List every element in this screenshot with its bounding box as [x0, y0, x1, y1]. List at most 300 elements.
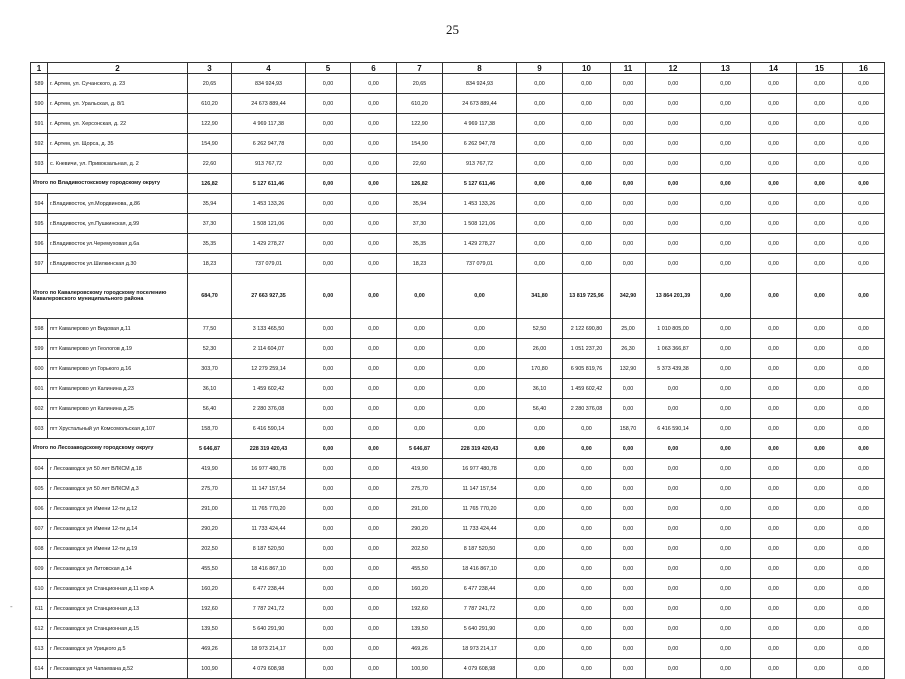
value-cell-col-8: 1 453 133,26	[443, 194, 517, 214]
table-row	[31, 379, 885, 399]
value-cell-col-16: 0,00	[843, 659, 885, 679]
value-cell-col-10: 0,00	[563, 559, 611, 579]
value-cell-col-9: 0,00	[517, 659, 563, 679]
value-cell-col-6: 0,00	[351, 359, 397, 379]
value-cell-col-14: 0,00	[751, 114, 797, 134]
value-cell-col-8: 228 319 420,43	[443, 439, 517, 459]
value-cell-col-13: 0,00	[701, 379, 751, 399]
value-cell-col-3: 18,23	[188, 254, 232, 274]
total-label: Итого по Владивостокскому городскому округу	[31, 174, 188, 194]
value-cell-col-3: 139,50	[188, 619, 232, 639]
value-cell-col-16: 0,00	[843, 539, 885, 559]
value-cell-col-13: 0,00	[701, 114, 751, 134]
value-cell-col-11: 0,00	[611, 479, 646, 499]
value-cell-col-10: 0,00	[563, 194, 611, 214]
value-cell-col-14: 0,00	[751, 539, 797, 559]
value-cell-col-12: 0,00	[646, 154, 701, 174]
value-cell-col-5: 0,00	[306, 274, 351, 319]
value-cell-col-3: 469,26	[188, 639, 232, 659]
value-cell-col-11: 25,00	[611, 319, 646, 339]
value-cell-col-9: 0,00	[517, 254, 563, 274]
value-cell-col-3: 35,94	[188, 194, 232, 214]
value-cell-col-7: 455,50	[397, 559, 443, 579]
row-number: 614	[31, 659, 48, 679]
value-cell-col-14: 0,00	[751, 519, 797, 539]
value-cell-col-6: 0,00	[351, 619, 397, 639]
value-cell-col-13: 0,00	[701, 579, 751, 599]
header-row	[31, 63, 885, 74]
value-cell-col-6: 0,00	[351, 234, 397, 254]
value-cell-col-13: 0,00	[701, 194, 751, 214]
value-cell-col-6: 0,00	[351, 659, 397, 679]
value-cell-col-7: 100,90	[397, 659, 443, 679]
value-cell-col-15: 0,00	[797, 74, 843, 94]
value-cell-col-9: 52,50	[517, 319, 563, 339]
value-cell-col-13: 0,00	[701, 639, 751, 659]
value-cell-col-10: 1 051 237,20	[563, 339, 611, 359]
value-cell-col-8: 6 477 238,44	[443, 579, 517, 599]
value-cell-col-13: 0,00	[701, 134, 751, 154]
value-cell-col-6: 0,00	[351, 579, 397, 599]
value-cell-col-10: 0,00	[563, 419, 611, 439]
column-header-4: 4	[232, 63, 306, 74]
value-cell-col-13: 0,00	[701, 234, 751, 254]
column-header-3: 3	[188, 63, 232, 74]
column-header-12: 12	[646, 63, 701, 74]
value-cell-col-7: 610,20	[397, 94, 443, 114]
value-cell-col-6: 0,00	[351, 519, 397, 539]
value-cell-col-12: 0,00	[646, 639, 701, 659]
value-cell-col-15: 0,00	[797, 399, 843, 419]
value-cell-col-7: 0,00	[397, 359, 443, 379]
table-row	[31, 234, 885, 254]
value-cell-col-7: 0,00	[397, 274, 443, 319]
value-cell-col-9: 0,00	[517, 94, 563, 114]
value-cell-col-6: 0,00	[351, 319, 397, 339]
value-cell-col-14: 0,00	[751, 399, 797, 419]
value-cell-col-12: 5 373 439,38	[646, 359, 701, 379]
value-cell-col-7: 122,90	[397, 114, 443, 134]
value-cell-col-13: 0,00	[701, 619, 751, 639]
value-cell-col-4: 1 453 133,26	[232, 194, 306, 214]
value-cell-col-11: 0,00	[611, 439, 646, 459]
value-cell-col-9: 0,00	[517, 639, 563, 659]
address-cell: пгт Кавалерово ул Геологов д.19	[48, 339, 188, 359]
row-number: 592	[31, 134, 48, 154]
value-cell-col-10: 0,00	[563, 519, 611, 539]
value-cell-col-14: 0,00	[751, 659, 797, 679]
value-cell-col-6: 0,00	[351, 339, 397, 359]
row-number: 593	[31, 154, 48, 174]
value-cell-col-9: 0,00	[517, 599, 563, 619]
value-cell-col-7: 0,00	[397, 339, 443, 359]
value-cell-col-5: 0,00	[306, 459, 351, 479]
address-cell: пгт Кавалерово ул Видовая д.11	[48, 319, 188, 339]
value-cell-col-14: 0,00	[751, 599, 797, 619]
value-cell-col-3: 684,70	[188, 274, 232, 319]
value-cell-col-8: 0,00	[443, 379, 517, 399]
value-cell-col-12: 6 416 590,14	[646, 419, 701, 439]
value-cell-col-15: 0,00	[797, 154, 843, 174]
value-cell-col-4: 18 416 867,10	[232, 559, 306, 579]
value-cell-col-8: 5 640 291,90	[443, 619, 517, 639]
value-cell-col-11: 0,00	[611, 559, 646, 579]
value-cell-col-12: 0,00	[646, 519, 701, 539]
value-cell-col-7: 192,60	[397, 599, 443, 619]
value-cell-col-4: 2 280 376,08	[232, 399, 306, 419]
value-cell-col-5: 0,00	[306, 214, 351, 234]
value-cell-col-11: 0,00	[611, 174, 646, 194]
value-cell-col-10: 0,00	[563, 439, 611, 459]
value-cell-col-6: 0,00	[351, 214, 397, 234]
value-cell-col-8: 0,00	[443, 274, 517, 319]
column-header-14: 14	[751, 63, 797, 74]
value-cell-col-14: 0,00	[751, 134, 797, 154]
row-number: 613	[31, 639, 48, 659]
value-cell-col-16: 0,00	[843, 94, 885, 114]
address-cell: г.Владивосток ул.Черемуховая д.6а	[48, 234, 188, 254]
value-cell-col-15: 0,00	[797, 254, 843, 274]
value-cell-col-11: 132,90	[611, 359, 646, 379]
value-cell-col-5: 0,00	[306, 419, 351, 439]
value-cell-col-13: 0,00	[701, 214, 751, 234]
value-cell-col-14: 0,00	[751, 459, 797, 479]
value-cell-col-5: 0,00	[306, 134, 351, 154]
value-cell-col-15: 0,00	[797, 479, 843, 499]
value-cell-col-15: 0,00	[797, 339, 843, 359]
total-label: Итого по Лесозаводскому городскому округу	[31, 439, 188, 459]
value-cell-col-13: 0,00	[701, 459, 751, 479]
column-header-11: 11	[611, 63, 646, 74]
value-cell-col-15: 0,00	[797, 659, 843, 679]
address-cell: г Лесозаводск ул Литовская д.14	[48, 559, 188, 579]
value-cell-col-13: 0,00	[701, 599, 751, 619]
value-cell-col-8: 16 977 480,78	[443, 459, 517, 479]
value-cell-col-3: 52,30	[188, 339, 232, 359]
value-cell-col-14: 0,00	[751, 419, 797, 439]
address-cell: г Лесозаводск ул Чапаевана д.52	[48, 659, 188, 679]
value-cell-col-7: 0,00	[397, 379, 443, 399]
value-cell-col-9: 0,00	[517, 579, 563, 599]
value-cell-col-16: 0,00	[843, 194, 885, 214]
value-cell-col-6: 0,00	[351, 539, 397, 559]
value-cell-col-5: 0,00	[306, 94, 351, 114]
address-cell: г.Владивосток, ул.Мордвинова, д.86	[48, 194, 188, 214]
value-cell-col-8: 7 787 241,72	[443, 599, 517, 619]
value-cell-col-8: 834 924,93	[443, 74, 517, 94]
value-cell-col-7: 154,90	[397, 134, 443, 154]
value-cell-col-5: 0,00	[306, 659, 351, 679]
value-cell-col-9: 0,00	[517, 174, 563, 194]
value-cell-col-8: 0,00	[443, 419, 517, 439]
row-number: 611	[31, 599, 48, 619]
value-cell-col-15: 0,00	[797, 194, 843, 214]
address-cell: г. Артем, ул. Сучанского, д. 23	[48, 74, 188, 94]
table-row	[31, 619, 885, 639]
table-row	[31, 639, 885, 659]
value-cell-col-4: 6 477 238,44	[232, 579, 306, 599]
value-cell-col-10: 0,00	[563, 134, 611, 154]
value-cell-col-9: 56,40	[517, 399, 563, 419]
value-cell-col-9: 0,00	[517, 619, 563, 639]
value-cell-col-4: 16 977 480,78	[232, 459, 306, 479]
value-cell-col-11: 0,00	[611, 499, 646, 519]
address-cell: г Лесозаводск ул Станционная д.15	[48, 619, 188, 639]
value-cell-col-16: 0,00	[843, 599, 885, 619]
value-cell-col-8: 4 969 117,38	[443, 114, 517, 134]
value-cell-col-8: 0,00	[443, 339, 517, 359]
value-cell-col-13: 0,00	[701, 539, 751, 559]
value-cell-col-10: 0,00	[563, 499, 611, 519]
row-number: 607	[31, 519, 48, 539]
value-cell-col-14: 0,00	[751, 74, 797, 94]
address-cell: г.Владивосток ул.Шилкинская д.30	[48, 254, 188, 274]
value-cell-col-12: 0,00	[646, 659, 701, 679]
table-row	[31, 459, 885, 479]
value-cell-col-12: 0,00	[646, 599, 701, 619]
value-cell-col-8: 0,00	[443, 359, 517, 379]
value-cell-col-16: 0,00	[843, 319, 885, 339]
value-cell-col-3: 35,35	[188, 234, 232, 254]
table-row	[31, 319, 885, 339]
value-cell-col-11: 0,00	[611, 254, 646, 274]
total-label: Итого по Кавалеровскому городскому поселению Кавалеровского муниципального района	[31, 274, 188, 319]
value-cell-col-10: 0,00	[563, 234, 611, 254]
value-cell-col-7: 35,35	[397, 234, 443, 254]
row-number: 602	[31, 399, 48, 419]
row-number: 599	[31, 339, 48, 359]
value-cell-col-14: 0,00	[751, 194, 797, 214]
value-cell-col-6: 0,00	[351, 379, 397, 399]
value-cell-col-9: 0,00	[517, 154, 563, 174]
table-row	[31, 339, 885, 359]
value-cell-col-10: 0,00	[563, 479, 611, 499]
row-number: 590	[31, 94, 48, 114]
value-cell-col-3: 419,90	[188, 459, 232, 479]
value-cell-col-9: 0,00	[517, 74, 563, 94]
value-cell-col-16: 0,00	[843, 519, 885, 539]
column-header-1: 1	[31, 63, 48, 74]
column-header-6: 6	[351, 63, 397, 74]
value-cell-col-6: 0,00	[351, 639, 397, 659]
value-cell-col-3: 291,00	[188, 499, 232, 519]
value-cell-col-4: 4 079 608,98	[232, 659, 306, 679]
value-cell-col-16: 0,00	[843, 339, 885, 359]
value-cell-col-9: 0,00	[517, 519, 563, 539]
value-cell-col-3: 610,20	[188, 94, 232, 114]
address-cell: г Лесозаводск ул Станционная д.11 кор А	[48, 579, 188, 599]
value-cell-col-5: 0,00	[306, 359, 351, 379]
value-cell-col-15: 0,00	[797, 379, 843, 399]
value-cell-col-12: 0,00	[646, 479, 701, 499]
value-cell-col-12: 0,00	[646, 619, 701, 639]
value-cell-col-15: 0,00	[797, 234, 843, 254]
value-cell-col-7: 469,26	[397, 639, 443, 659]
value-cell-col-15: 0,00	[797, 499, 843, 519]
value-cell-col-4: 6 262 947,78	[232, 134, 306, 154]
value-cell-col-6: 0,00	[351, 194, 397, 214]
value-cell-col-3: 20,65	[188, 74, 232, 94]
value-cell-col-6: 0,00	[351, 599, 397, 619]
value-cell-col-13: 0,00	[701, 419, 751, 439]
table-row	[31, 499, 885, 519]
value-cell-col-15: 0,00	[797, 174, 843, 194]
value-cell-col-8: 11 765 770,20	[443, 499, 517, 519]
value-cell-col-15: 0,00	[797, 539, 843, 559]
value-cell-col-16: 0,00	[843, 379, 885, 399]
value-cell-col-4: 11 765 770,20	[232, 499, 306, 519]
value-cell-col-11: 0,00	[611, 194, 646, 214]
value-cell-col-11: 0,00	[611, 214, 646, 234]
table-row	[31, 359, 885, 379]
value-cell-col-11: 0,00	[611, 94, 646, 114]
value-cell-col-12: 0,00	[646, 134, 701, 154]
table-row	[31, 559, 885, 579]
value-cell-col-10: 0,00	[563, 154, 611, 174]
row-number: 591	[31, 114, 48, 134]
table-row	[31, 579, 885, 599]
value-cell-col-12: 0,00	[646, 439, 701, 459]
column-header-5: 5	[306, 63, 351, 74]
table-row	[31, 399, 885, 419]
value-cell-col-3: 202,50	[188, 539, 232, 559]
value-cell-col-10: 2 280 376,08	[563, 399, 611, 419]
value-cell-col-9: 0,00	[517, 214, 563, 234]
address-cell: пгт Кавалерово ул Калинина д.25	[48, 399, 188, 419]
value-cell-col-14: 0,00	[751, 439, 797, 459]
value-cell-col-7: 0,00	[397, 399, 443, 419]
value-cell-col-10: 0,00	[563, 639, 611, 659]
value-cell-col-15: 0,00	[797, 439, 843, 459]
value-cell-col-6: 0,00	[351, 479, 397, 499]
value-cell-col-15: 0,00	[797, 459, 843, 479]
value-cell-col-3: 290,20	[188, 519, 232, 539]
value-cell-col-5: 0,00	[306, 114, 351, 134]
value-cell-col-16: 0,00	[843, 274, 885, 319]
value-cell-col-11: 0,00	[611, 579, 646, 599]
value-cell-col-11: 0,00	[611, 459, 646, 479]
value-cell-col-12: 0,00	[646, 499, 701, 519]
value-cell-col-4: 1 508 121,06	[232, 214, 306, 234]
value-cell-col-13: 0,00	[701, 319, 751, 339]
value-cell-col-5: 0,00	[306, 339, 351, 359]
table-row	[31, 479, 885, 499]
value-cell-col-7: 139,50	[397, 619, 443, 639]
address-cell: г. Артем, ул. Уральская, д. 8/1	[48, 94, 188, 114]
table-body	[31, 74, 885, 679]
value-cell-col-4: 834 924,93	[232, 74, 306, 94]
value-cell-col-15: 0,00	[797, 214, 843, 234]
value-cell-col-5: 0,00	[306, 519, 351, 539]
value-cell-col-3: 100,90	[188, 659, 232, 679]
value-cell-col-4: 18 973 214,17	[232, 639, 306, 659]
value-cell-col-9: 0,00	[517, 539, 563, 559]
value-cell-col-10: 0,00	[563, 94, 611, 114]
table-row	[31, 539, 885, 559]
value-cell-col-16: 0,00	[843, 114, 885, 134]
row-number: 610	[31, 579, 48, 599]
value-cell-col-6: 0,00	[351, 134, 397, 154]
value-cell-col-5: 0,00	[306, 319, 351, 339]
value-cell-col-5: 0,00	[306, 154, 351, 174]
value-cell-col-5: 0,00	[306, 639, 351, 659]
value-cell-col-15: 0,00	[797, 419, 843, 439]
value-cell-col-9: 0,00	[517, 459, 563, 479]
value-cell-col-13: 0,00	[701, 399, 751, 419]
value-cell-col-16: 0,00	[843, 579, 885, 599]
value-cell-col-10: 0,00	[563, 254, 611, 274]
value-cell-col-16: 0,00	[843, 499, 885, 519]
value-cell-col-9: 36,10	[517, 379, 563, 399]
value-cell-col-5: 0,00	[306, 254, 351, 274]
row-number: 606	[31, 499, 48, 519]
value-cell-col-14: 0,00	[751, 214, 797, 234]
value-cell-col-13: 0,00	[701, 659, 751, 679]
value-cell-col-11: 0,00	[611, 519, 646, 539]
value-cell-col-5: 0,00	[306, 559, 351, 579]
value-cell-col-3: 275,70	[188, 479, 232, 499]
value-cell-col-5: 0,00	[306, 74, 351, 94]
value-cell-col-16: 0,00	[843, 459, 885, 479]
value-cell-col-13: 0,00	[701, 339, 751, 359]
value-cell-col-16: 0,00	[843, 479, 885, 499]
column-header-9: 9	[517, 63, 563, 74]
value-cell-col-9: 0,00	[517, 114, 563, 134]
value-cell-col-13: 0,00	[701, 499, 751, 519]
value-cell-col-9: 0,00	[517, 439, 563, 459]
value-cell-col-8: 18 416 867,10	[443, 559, 517, 579]
value-cell-col-7: 35,94	[397, 194, 443, 214]
value-cell-col-16: 0,00	[843, 154, 885, 174]
table-row	[31, 419, 885, 439]
table-row	[31, 154, 885, 174]
total-row	[31, 274, 885, 319]
column-header-13: 13	[701, 63, 751, 74]
value-cell-col-9: 341,80	[517, 274, 563, 319]
value-cell-col-10: 0,00	[563, 214, 611, 234]
value-cell-col-15: 0,00	[797, 559, 843, 579]
value-cell-col-6: 0,00	[351, 274, 397, 319]
value-cell-col-6: 0,00	[351, 419, 397, 439]
value-cell-col-4: 1 459 602,42	[232, 379, 306, 399]
value-cell-col-3: 122,90	[188, 114, 232, 134]
value-cell-col-9: 0,00	[517, 499, 563, 519]
value-cell-col-7: 419,90	[397, 459, 443, 479]
value-cell-col-11: 0,00	[611, 154, 646, 174]
address-cell: г Лесозаводск ул Имени 12-ти д.14	[48, 519, 188, 539]
value-cell-col-10: 0,00	[563, 619, 611, 639]
value-cell-col-11: 0,00	[611, 74, 646, 94]
address-cell: г Лесозаводск ул Имени 12-ти д.12	[48, 499, 188, 519]
value-cell-col-12: 0,00	[646, 174, 701, 194]
value-cell-col-7: 5 646,87	[397, 439, 443, 459]
value-cell-col-14: 0,00	[751, 499, 797, 519]
value-cell-col-12: 0,00	[646, 559, 701, 579]
value-cell-col-15: 0,00	[797, 359, 843, 379]
row-number: 603	[31, 419, 48, 439]
address-cell: пгт Хрустальный ул Комсомольская д.107	[48, 419, 188, 439]
value-cell-col-4: 12 279 259,14	[232, 359, 306, 379]
value-cell-col-6: 0,00	[351, 459, 397, 479]
value-cell-col-5: 0,00	[306, 479, 351, 499]
value-cell-col-11: 342,90	[611, 274, 646, 319]
value-cell-col-7: 37,30	[397, 214, 443, 234]
value-cell-col-4: 2 114 604,07	[232, 339, 306, 359]
address-cell: пгт Кавалерово ул Калинина д.23	[48, 379, 188, 399]
address-cell: г Лесозаводск ул Имени 12-ти д.19	[48, 539, 188, 559]
value-cell-col-9: 0,00	[517, 559, 563, 579]
value-cell-col-8: 913 767,72	[443, 154, 517, 174]
